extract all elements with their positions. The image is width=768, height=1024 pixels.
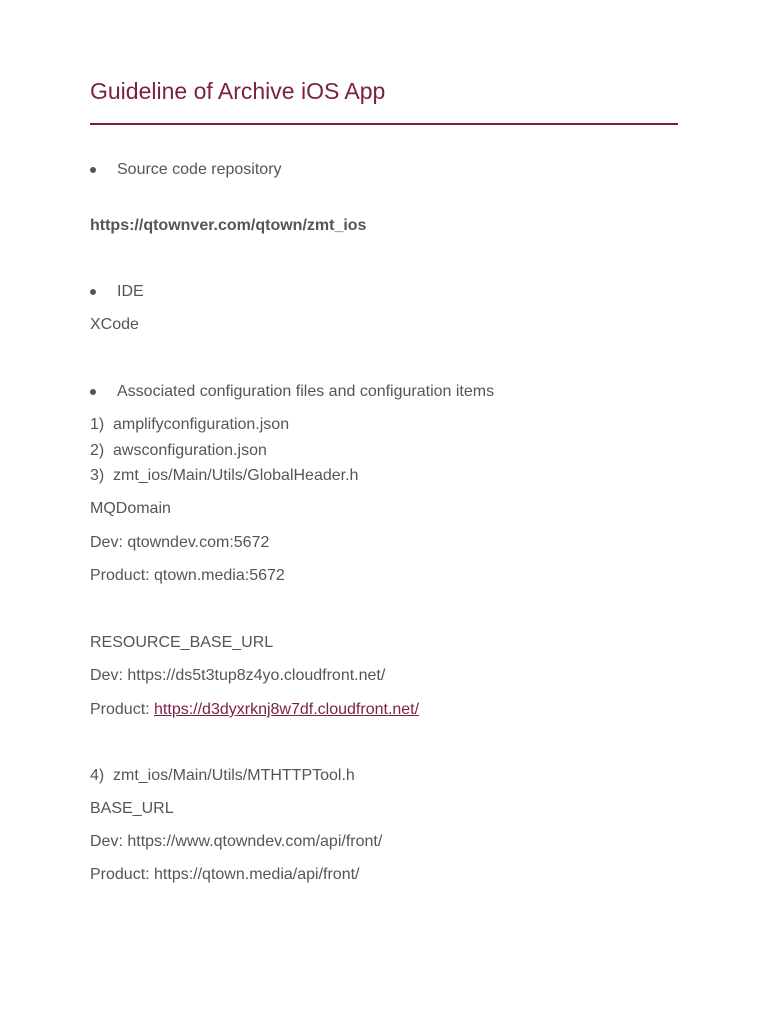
list-item-text: zmt_ios/Main/Utils/MTHTTPTool.h bbox=[113, 767, 355, 784]
bullet-ide: IDE bbox=[117, 283, 144, 300]
resource-base-url-dev: Dev: https://ds5t3tup8z4yo.cloudfront.net/ bbox=[90, 667, 386, 684]
list-number: 4) bbox=[90, 767, 105, 784]
resource-product-link[interactable]: https://d3dyxrknj8w7df.cloudfront.net/ bbox=[154, 701, 420, 718]
list-item-text: amplifyconfiguration.json bbox=[113, 416, 290, 433]
mq-domain-dev: Dev: qtowndev.com:5672 bbox=[90, 534, 270, 551]
document-title: Guideline of Archive iOS App bbox=[90, 78, 386, 104]
config-item-2 bbox=[90, 441, 267, 461]
resource-base-url-heading: RESOURCE_BASE_URL bbox=[90, 634, 274, 651]
title-underline-divider bbox=[90, 123, 678, 125]
list-number: 1) bbox=[90, 416, 105, 433]
bullet-icon bbox=[90, 289, 96, 295]
list-number: 3) bbox=[90, 467, 105, 484]
base-url-heading: BASE_URL bbox=[90, 800, 174, 817]
config-item-4 bbox=[90, 766, 355, 786]
source-repo-url: https://qtownver.com/qtown/zmt_ios bbox=[90, 217, 367, 234]
bullet-icon bbox=[90, 389, 96, 395]
list-number: 2) bbox=[90, 442, 105, 459]
bullet-icon bbox=[90, 167, 96, 173]
list-item-text: awsconfiguration.json bbox=[113, 442, 267, 459]
ide-value: XCode bbox=[90, 316, 139, 333]
base-url-product: Product: https://qtown.media/api/front/ bbox=[90, 866, 360, 883]
base-url-dev: Dev: https://www.qtowndev.com/api/front/ bbox=[90, 833, 383, 850]
product-label: Product: bbox=[90, 701, 155, 718]
mq-domain-product: Product: qtown.media:5672 bbox=[90, 567, 285, 584]
config-item-1 bbox=[90, 415, 289, 435]
bullet-config: Associated configuration files and configuration items bbox=[117, 383, 495, 400]
config-item-3 bbox=[90, 466, 358, 486]
bullet-source-repo: Source code repository bbox=[117, 161, 282, 178]
list-item-text: zmt_ios/Main/Utils/GlobalHeader.h bbox=[113, 467, 359, 484]
resource-base-url-product bbox=[90, 700, 419, 720]
mq-domain-heading: MQDomain bbox=[90, 500, 171, 517]
